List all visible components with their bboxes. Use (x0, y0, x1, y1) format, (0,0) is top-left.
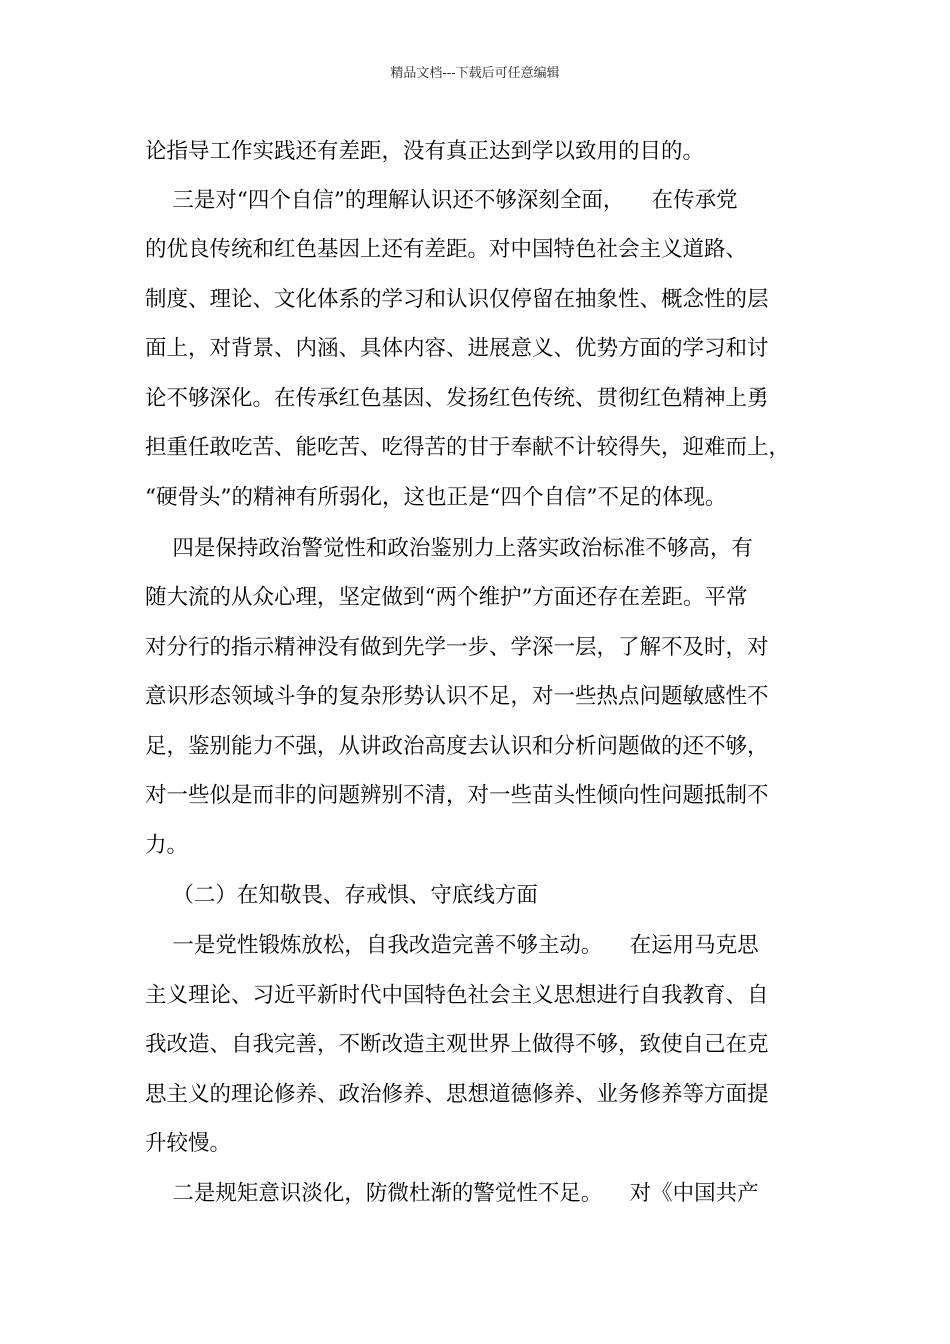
text-line: 面上，对背景、内涵、具体内容、进展意义、优势方面的学习和讨 (145, 336, 769, 361)
text-line: 论不够深化。在传承红色基因、发扬红色传统、贯彻红色精神上勇 (145, 386, 769, 411)
text-line: 随大流的从众心理，坚定做到“两个维护”方面还存在差距。平常 (145, 585, 748, 610)
text-line: 担重任敢吃苦、能吃苦、吃得苦的甘于奉献不计较得失，迎难而上， (145, 435, 791, 460)
text-line: 主义理论、习近平新时代中国特色社会主义思想进行自我教育、自 (145, 983, 769, 1008)
text-line: 二是规矩意识淡化，防微杜渐的警觉性不足。 对《中国共产 (145, 1181, 759, 1206)
text-line: 一是党性锻炼放松，自我改造完善不够主动。 在运用马克思 (145, 933, 759, 958)
text-line: 我改造、自我完善，不断改造主观世界上做得不够，致使自己在克 (145, 1032, 769, 1057)
page-header: 精品文档---下载后可任意编辑 (390, 66, 560, 81)
text-line: 对分行的指示精神没有做到先学一步、学深一层，了解不及时，对 (145, 635, 769, 660)
text-line: 三是对“四个自信”的理解认识还不够深刻全面， 在传承党 (145, 188, 738, 213)
text-line: “硬骨头”的精神有所弱化，这也正是“四个自信”不足的体现。 (145, 485, 727, 510)
text-line: 力。 (145, 833, 189, 858)
text-line: 思主义的理论修养、政治修养、思想道德修养、业务修养等方面提 (145, 1082, 769, 1107)
text-line: 四是保持政治警觉性和政治鉴别力上落实政治标准不够高，有 (145, 536, 753, 561)
text-line: 制度、理论、文化体系的学习和认识仅停留在抽象性、概念性的层 (145, 287, 769, 312)
text-line: 足，鉴别能力不强，从讲政治高度去认识和分析问题做的还不够， (145, 734, 769, 759)
section-heading: （二）在知敬畏、存戒惧、守底线方面 (145, 883, 538, 908)
text-line: 的优良传统和红色基因上还有差距。对中国特色社会主义道路、 (145, 237, 748, 262)
text-line: 意识形态领域斗争的复杂形势认识不足，对一些热点问题敏感性不 (145, 684, 769, 709)
text-line: 论指导工作实践还有差距，没有真正达到学以致用的目的。 (145, 139, 705, 164)
text-line: 升较慢。 (145, 1131, 232, 1156)
text-line: 对一些似是而非的问题辨别不清，对一些苗头性倾向性问题抵制不 (145, 783, 769, 808)
